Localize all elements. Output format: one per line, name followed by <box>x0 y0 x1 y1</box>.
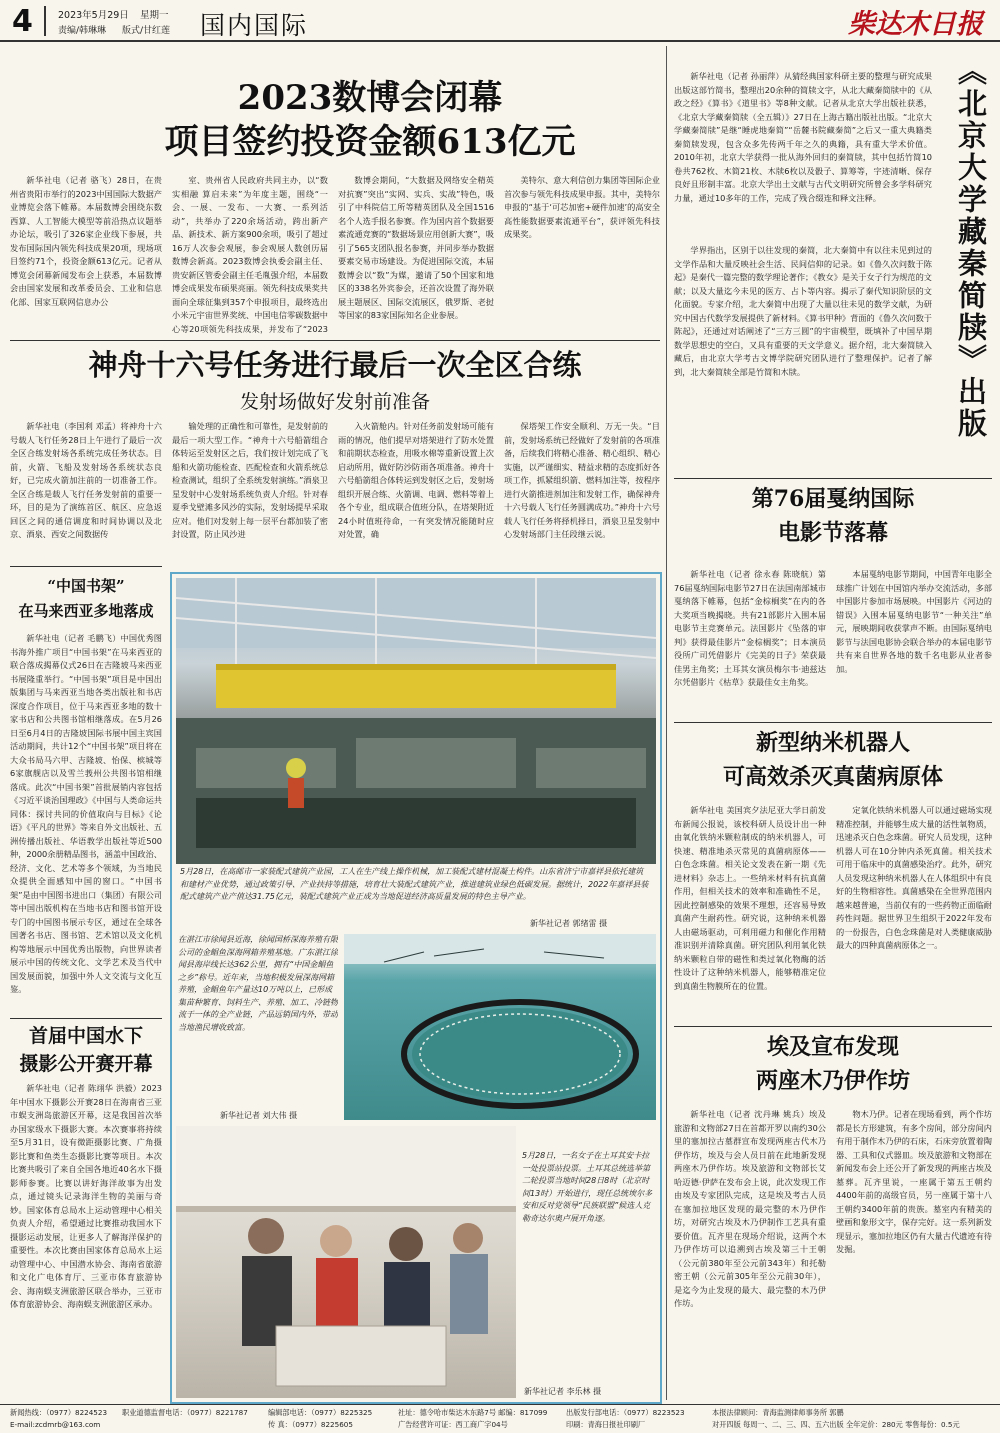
fish-farm-photo <box>344 934 656 1120</box>
headline-line-2: 可高效杀灭真菌病原体 <box>722 764 943 790</box>
photo-caption: 5月28日，在高邮市一家装配式建筑产业园，工人在生产线上操作机械，加工装配式建材混凝土构件。山东省济宁市嘉祥县依托建筑和建材产业优势，通过政策引导、产业扶持等措施，培育壮大装配式建筑产业，推进建筑业绿色低碳发展。据统计，2022年嘉祥县装配式建筑产业产值达31.75亿元，装配式建筑产业正成为当地促进经济高质量发展的特色主导产业。 <box>180 867 649 901</box>
photo-credit: 新华社记者 李乐林 摄 <box>524 1387 602 1396</box>
footer-email: E-mail:zcdmrb@163.com <box>10 1420 101 1429</box>
photo-caption: 在湛江市徐闻县近海，徐闻国桥深海养殖有限公司的金鲳鱼深海网箱养殖基地。广东湛江徐闻县海岸线长达362公里，拥有“中国金鲳鱼之乡”称号。近年来，当地积极发展深海网箱养殖，金鲳鱼年产量达10万吨以上，已形成集苗种繁育、饲料生产、养殖、加工、冷链物流于一体的全产业链，产品远销国内外，带动当地渔民增收致富。 <box>178 935 338 1032</box>
headline-shenzhou: 神舟十六号任务进行最后一次全区合练 <box>88 348 582 382</box>
factory-photo <box>176 578 656 864</box>
article-body: 输处理的正确性和可靠性，是发射前的最后一项大型工作。“神舟十六号船箭组合体转运至发射区之后，我们按计划完成了飞船和火箭功能检查、匹配检查和火箭系统总检查测试，组织了全系统发射演练。”酒泉卫星发射中心发射场系统负责人介绍。针对春夏季戈壁滩多风沙的实际，发射场提早采取应对。他们对发射上每一层平台都加装了密封设置，防止风沙进 <box>172 421 328 539</box>
article-body: 新华社电（李国利 邓孟）将神舟十六号载人飞行任务28日上午进行了最后一次全区合练发射场各系统完成任务状态。目前，火箭、飞船及发射场各系统状态良好，已完成火箭加注前的一切准备工作。全区合练是载人飞行任务发射前的重要一环，目的是为了演练首区、航区、应急返回区之间的通信调度和时间协调以及北京、酒泉、西安之间数据传 <box>10 421 162 539</box>
voting-illustration <box>176 1126 516 1398</box>
footer-pricing: 对开四版 每周一、二、三、四、五六出版 全年定价：280元 零售每份：0.5元 <box>712 1420 960 1429</box>
article-body: 数博会期间，“大数据及网络安全精英对抗赛”突出“实网、实兵、实战”特色，吸引了中科院信工所等精英团队及全国1516名个人选手报名参赛。作为国内首个数据要素流通竞赛的“数据场景应用创新大赛”，吸引了565支团队报名参赛，并同步举办数据要素交易市场建设。为促进国际交流，本届数博会以“数”为媒，邀请了50个国家和地区的338名外宾参会，还首次设置了海外联展主题展区、国际交流展区，俄罗斯、老挝等国家的83家国际知名企业参展。 <box>338 175 494 320</box>
headline-line-1: 埃及宣布发现 <box>766 1034 899 1060</box>
headline-line-2: 摄影公开赛开幕 <box>19 1053 153 1075</box>
article-body: 美特尔、意大利信创力集团等国际企业首次参与领先科技成果申报。其中，美特尔申报的“基于‘可芯加密+硬件加速’的高安全高性能数据要素流通平台”，获评领先科技成果奖。 <box>504 175 660 239</box>
headline-cannes <box>674 482 992 550</box>
voting-photo <box>176 1126 516 1398</box>
weekday: 星期一 <box>140 10 169 21</box>
headline-line-1: 2023数博会闭幕 <box>237 78 503 118</box>
headline-title: 在马来西亚多地落成 <box>18 602 154 620</box>
article-body: 保塔架工作安全顺利、万无一失。“目前，发射场系统已经做好了发射前的各项准备，后续我们将精心准备、精心组织、精心实施，以严谨细实、精益求精的态度抓好各项工作，抓紧组织箭、燃料加注等，按程序进行火箭推进剂加注和发射工作，确保神舟十六号载人飞行任务圆满成功。”神舟十六号载人飞行任务将择机择日，酒泉卫星发射中心发射场部门主任段继云说。 <box>504 421 660 539</box>
headline-line-1: 第76届戛纳国际 <box>751 486 915 512</box>
photo-credit: 新华社记者 郭绪雷 摄 <box>530 919 608 928</box>
factory-illustration <box>176 578 656 864</box>
article-body: 入火箭舱内。针对任务前发射场可能有雨的情况，他们提早对塔架进行了防水处置和前期状态检查，用吸水棉等重新设置上次启动所用，做好防沙防雨各项准备。神舟十六号船箭组合体转运到发射区之后，发射场组织开展合练、火箭调、电调、燃料等着上各个专业，组成联合值班分队，在塔架附近24小时值班待命，一有突发情况能随时应对处置，确 <box>338 421 494 539</box>
footer-printer: 印刷：青海日报社印刷厂 <box>566 1420 646 1429</box>
masthead <box>0 0 1000 42</box>
article-body: 新华社电（记者 徐永春 陈晓航）第76届戛纳国际电影节27日在法国南部城市戛纳落下帷幕，包括“金棕榈奖”在内的各大奖项当晚揭晓。共有21部影片入围本届电影节主竞赛单元。法国影片《坠落的审判》获得最佳影片“金棕榈奖”；日本演员役所广司凭借影片《完美的日子》荣获最佳男主角奖；土耳其女演员梅尔韦·迪兹达尔凭借影片《枯草》获最佳女主角奖。 <box>674 569 826 687</box>
fish-pen-illustration <box>344 934 656 1120</box>
editor-credit: 责编/韩琳琳 <box>58 26 107 36</box>
article-body: 本届戛纳电影节期间，中国青年电影全球推广计划在中国馆内举办交流活动，多部中国影片参加市场展映。中国影片《河边的错误》入围本届戛纳电影节“一种关注”单元，展映期间收获掌声不断。由国际戛纳电影节与法国电影协会联合举办的本届电影节共有来自世界各地的数千名电影从业者参加。 <box>836 569 992 674</box>
article-body: 新华社电（记者 孙丽萍）从猜经典国家科研主要的整理与研究成果出版这部竹简书，整理出20余种的简牍文字，从北大藏秦简牍中的《从政之经》《算书》《道里书》等8种文献。记者从北京大学出版社获悉，《北京大学藏秦简牍（全五辑）》27日在上海古籍出版社出版。“北京大学藏秦简牍”是继“睡虎地秦简”“岳麓书院藏秦简”之后又一重大典籍类秦简牍发现，包含众多先传两千年之久的典籍，具有重大学术价值。2010年初，北京大学获得一批从海外回归的秦简牍，其中包括竹简10卷共762枚、木简21枚、木牍6枚以及骰子、算筹等，字迹清晰、保存良好且形制丰富。北京大学出土文献与古代文明研究所曾会多学科研究力量，通过10多年的工作，完成了残合缀连和释文注释。 <box>674 71 932 203</box>
headline-china-bookshelf <box>10 574 162 624</box>
headline-line-2: 电影节落幕 <box>777 520 888 546</box>
subheadline-shenzhou: 发射场做好发射前准备 <box>239 391 430 413</box>
headline-egypt-mummy <box>674 1030 992 1098</box>
headline-nanorobot <box>674 726 992 794</box>
headline-line-1: 新型纳米机器人 <box>755 730 910 756</box>
article-body: 新华社电（记者 陈翊华 洪毅）2023年中国水下摄影公开赛28日在海南省三亚市蜈支洲岛旅游区开幕，这是我国首次举办国家级水下摄影大赛。本次赛事将持续至5月31日，设有微距摄影比赛、广角摄影比赛和鱼类生态摄影比赛等项目。本次比赛共吸引了来自全国各地近40名水下摄影师参赛。比赛以讲好海洋故事为出发点，通过镜头记录海洋生物的美丽与奇妙。国家体育总局水上运动管理中心相关负责人介绍，希望通过比赛推动我国水下摄影运动发展，让更多人了解海洋保护的重要性。本次比赛由国家体育总局水上运动管理中心、中国潜水协会、海南省旅游和文化广电体育厅、三亚市体育旅游协会、海南蜈支洲旅游区联合举办，三亚市体育旅游协会、海南蜈支洲旅游区承办。 <box>10 1083 162 1309</box>
layout-credit: 版式/甘红莲 <box>122 26 171 36</box>
footer-editorial-phone: 编辑部电话：（0977）8225325 <box>268 1408 373 1417</box>
article-body: 学界指出，区别于以往发现的秦简，北大秦简中有以往未见到过的文学作品和大量反映社会生活、民间信仰的记录。如《鲁久次问数于陈起》是秦代一篇完整的数学理论著作；《教女》是关于女子行为规范的文献；以及大量迄今未见的医方、占卜等内容。揭示了秦代知识阶层的文化面貌。专家介绍，北大秦简中出现了大量以往未见的数学文献，为研究中国古代数学发展提供了新材料。《算书甲种》背面的《鲁久次问数于陈起》，还通过对话阐述了“三方三圆”的宇宙模型，既填补了中国早期数学思想史的空白，又具有重要的天文学意义。据介绍，北大秦简牍入藏后，由北京大学考古文博学院研究团队进行了整理保护。记者了解到，北大秦简牍全部是竹简和木牍。 <box>674 245 932 377</box>
article-body: 新华社电（记者 毛鹏飞）中国优秀图书海外推广项目“中国书架”在马来西亚的联合落成揭幕仪式26日在吉隆坡马来西亚书展隆重举行。“中国书架”项目是中国出版集团与马来西亚当地各类出版社和书店深度合作项目，位于马来西亚多地的数十家书店和公共图书馆相继落成。在5月26日至6月4日的吉隆坡国际书展中国主宾国活动期间，共计12个“中国书架”项目将在大众书局马六甲、吉隆坡、怡保、槟城等6家旗舰店以及雪兰莪州公共图书馆相继落成。此次“中国书架”首批展销内容包括《习近平谈治国理政》《中国与人类命运共同体：探讨共同的价值取向与目标》《论语》《平凡的世界》等来自外文出版社、五洲传播出版社、华语教学出版社等近500种，2000余册精品图书，涵盖中国政治、经济、文化、艺术等多个领域，为当地民众提供全面感知中国的窗口。“中国书架”是由中国图书进出口（集团）有限公司等中国出版机构在当地书店和图书馆开设专门的中国图书展示专区，通过在全球各国著名书店、图书馆、艺术馆以及文化机构等地展示中国优秀出版物，向世界读者展示中国的传统文化、文学艺术及当代中国发展面貌，加强中外人文交流与文化互鉴。 <box>10 633 162 994</box>
headline-qin-bamboo-slips: 《北京大学藏秦简牍》出版 <box>954 56 988 440</box>
headline-digital-expo <box>90 76 650 164</box>
paper-name-logo: 柴达木日报 <box>848 9 983 40</box>
article-body: 新华社电（记者 骆飞）28日，在贵州省贵阳市举行的2023中国国际大数据产业博览会落下帷幕。本届数博会围绕东数西算、人工智能大模型等前沿热点议题举办论坛，吸引了326家企业线下参展，共发布国际国内领先科技成果20项，现场项目签约71个，投资金额613亿元。记者从博览会闭幕新闻发布会上获悉，本届数博会由国家发展和改革委员会、工业和信息化部、国家互联网信息办公 <box>10 175 162 307</box>
section-title: 国内国际 <box>200 11 309 40</box>
headline-line-2: 两座木乃伊作坊 <box>755 1068 910 1094</box>
issue-date: 2023年5月29日 <box>58 10 129 21</box>
footer-ad-license: 广告经营许可证：西工商广字04号 <box>398 1420 508 1429</box>
article-body: 新华社电（记者 沈丹琳 姚兵）埃及旅游和文物部27日在首都开罗以南约30公里的塞加拉古墓群宣布发现两座古代木乃伊作坊，埃及与会人员日前在此地新发现两座木乃伊作坊。埃及旅游和文物部长艾哈迈德·伊萨在发布会上说，此次发现工作由埃及专家团队完成，这是埃及考古人员在塞加拉地区发现的最完整的木乃伊作坊，对研究古埃及木乃伊制作工艺具有重要价值。瓦齐里在现场介绍说，这两个木乃伊作坊可以追溯到古埃及第三十王朝（公元前380年至公元前343年）和托勒密王朝（公元前305年至公元前30年），是迄今为止发现的最大、最完整的木乃伊作坊。 <box>674 1109 826 1308</box>
article-body: 定氧化铁纳米机器人可以通过磁场实现精准控制，并能够生成大量的活性氧物质，迅速杀灭白色念珠菌。研究人员发现，这种机器人可在10分钟内杀死真菌。相关技术可用于临床中的真菌感染治疗。此外，研究人员发现这种纳米机器人在人体组织中有良好的生物相容性。真菌感染在全世界范围内越来越普遍，当前仅有的一些药物正面临耐药性问题。据世界卫生组织于2022年发布的一份报告，白色念珠菌是对人类健康威胁最大的四种真菌病原体之一。 <box>836 805 992 950</box>
footer-fax: 传 真：（0977）8225605 <box>268 1420 353 1429</box>
article-body: 新华社电 美国宾夕法尼亚大学日前发布新闻公报说，该校科研人员设计出一种由氧化铁纳米颗粒制成的纳米机器人，可快速、精准地杀灭常见的真菌病原体——白色念珠菌。相关论文发表在新一期《先进材料》杂志上。一些纳米材料有抗真菌作用，但相关技术的效率和准确性不足，因此控制感染的效果不理想，还容易导致真菌产生耐药性。研究说，这种纳米机器人由磁场驱动，可利用磁力和催化作用精准识别并清除真菌。研究团队利用氧化铁纳米颗粒自带的磁性和类过氧化物酶的活性设计了这种纳米机器人，能够精准定位到真菌生物膜所在的位置。 <box>674 805 826 991</box>
headline-kicker: “中国书架” <box>47 577 125 595</box>
footer-hotline: 新闻热线：（0977）8224523 <box>10 1408 108 1417</box>
footer-ethics-phone: 职业道德监督电话：（0977）8221787 <box>122 1408 248 1417</box>
footer <box>0 1406 1000 1433</box>
page-number: 4 <box>12 4 33 39</box>
headline-line-1: 首届中国水下 <box>28 1025 143 1047</box>
article-body: 室、贵州省人民政府共同主办，以“数实相融 算启未来”为年度主题，围绕“一会、一展、一发布、一大赛、一系列活动”，共举办了220余场活动，跨出新产品、新技术、新方案900余项，吸引了超过16万人次参会观展，参会观展人数创历届数博会新高。2023数博会执委会副主任、贵安新区管委会副主任毛胤强介绍，本届数博会成果发布硕果亮丽。领先科技成果奖共面向全球征集到357个申报项目，最终选出小米元宇宙世界奖统、中国电信零碳数据中心等20项领先科技成果，并发布了“2023 <box>172 175 328 334</box>
article-body: 物木乃伊。记者在现场看到，两个作坊都是长方形建筑，有多个房间，部分房间内有用于制作木乃伊的石床，石床旁放置着陶器、工具和仪式器皿。埃及旅游和文物部在新闻发布会上还公开了新发现的两座古埃及墓葬。瓦齐里说，一座属于第五王朝约4400年前的高级官员，另一座属于第十八王朝约3400年前的贵族。墓室内有精美的壁画和象形文字，保存完好。这一系列新发现显示，塞加拉地区仍有大量古代遗迹有待发掘。 <box>836 1109 992 1254</box>
footer-address: 社址：德令哈市柴达木东路7号 邮编：817099 <box>398 1408 548 1417</box>
headline-underwater-photo <box>10 1022 162 1078</box>
photo-caption: 5月28日，一名女子在土耳其安卡拉一处投票站投票。土耳其总统选举第二轮投票当地时间28日8时（北京时间13时）开始进行，现任总统埃尔多安和反对党领导“民族联盟”候选人克勒奇达尔奥卢展开角逐。 <box>522 1151 653 1223</box>
headline-line-2: 项目签约投资金额613亿元 <box>164 122 576 162</box>
footer-legal-advisor: 本报法律顾问：青海监测律师事务所 郭鹏 <box>712 1408 844 1417</box>
photo-credit: 新华社记者 刘大伟 摄 <box>220 1111 298 1120</box>
footer-distribution-phone: 出版发行部电话：（0977）8223523 <box>566 1408 685 1417</box>
